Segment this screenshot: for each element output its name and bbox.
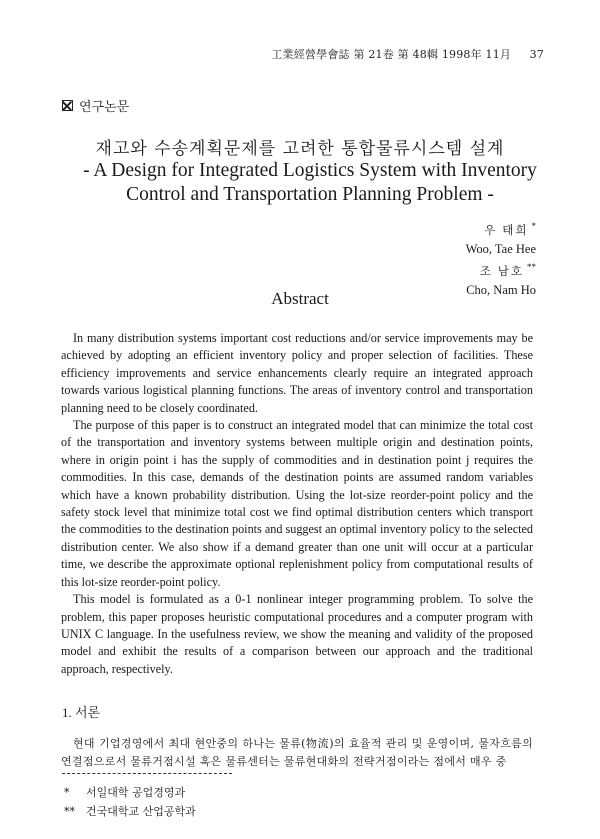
footnote-divider [62, 773, 232, 774]
page-number: 37 [529, 48, 544, 61]
title-english-line1: - A Design for Integrated Logistics System with Inventory [83, 160, 537, 181]
footnote-2: ** 건국대학교 산업공학과 [64, 805, 196, 818]
abstract-paragraph-3: This model is formulated as a 0-1 nonlinear integer programming problem. To solve the problem, this paper proposes heuristic computational procedures and a computer program with UNIX C language. In the usefulness review, we show the meaning and validity of the proposed model and exhibit the results of a comparison between our approach and the traditional approach, respectively. [61, 592, 533, 676]
section-1-body [61, 735, 533, 771]
author-1-english: Woo, Tae Hee [465, 242, 536, 257]
title-korean: 재고와 수송계획문제를 고려한 통합물류시스템 설계 [95, 139, 505, 159]
author-block [466, 217, 536, 299]
abstract-paragraph-2: The purpose of this paper is to construct an integrated model that can minimize the total cost of the transportation and inventory systems between multiple origin and destination points, where in origin point i has the supply of commodities and in destination point j requires the commodities. In this case, demands of the destination points are assumed random variables which have a known probability distribution. Using the lot-size reorder-point policy and the safety stock level that minimize total cost we find optimal distribution centers which transport the commodities to the destination points and suggest an optimal inventory policy to the selected distribution center. We also show if a demand greater than one unit will occur at a particular time, we describe the approximate optional replenishment policy from computational results of this lot-size reorder-point policy. [61, 418, 533, 589]
section-1-paragraph: 현대 기업경영에서 최대 현안중의 하나는 물류(物流)의 효율적 관리 및 운영이며, 물자흐름의 연결점으로서 물류거점시설 혹은 물류센터는 물류현대화의 전략거점이라는 점에서 매우 중 [61, 737, 533, 768]
abstract-paragraph-1: In many distribution systems important cost reductions and/or service improvements may be achieved by adopting an efficient inventory policy and proper selection of facilities. These efficiency improvements and service enhancements clearly require an integrated approach towards various logistical planning functions. The areas of inventory control and transportation planning need to be closely coordinated. [61, 331, 533, 415]
footnotes [64, 783, 196, 821]
running-head-text: 工業經營學會誌 第 21卷 第 48輯 1998年 11月 [271, 48, 512, 61]
author-2-english: Cho, Nam Ho [466, 283, 536, 298]
running-header [271, 46, 544, 62]
footnote-1: * 서일대학 공업경영과 [64, 786, 186, 799]
author-1-korean: 우 태희 * [484, 221, 536, 238]
section-tag-label: 연구논문 [79, 100, 130, 115]
author-2-korean: 조 남호 ** [479, 262, 536, 279]
title-english-line2: Control and Transportation Planning Problem - [126, 184, 494, 205]
abstract-body [61, 330, 533, 678]
boxed-x-icon [62, 100, 73, 111]
section-tag [62, 96, 129, 115]
section-1-heading: 1. 서론 [62, 705, 101, 720]
abstract-heading: Abstract [271, 289, 329, 308]
title-english [30, 159, 590, 207]
